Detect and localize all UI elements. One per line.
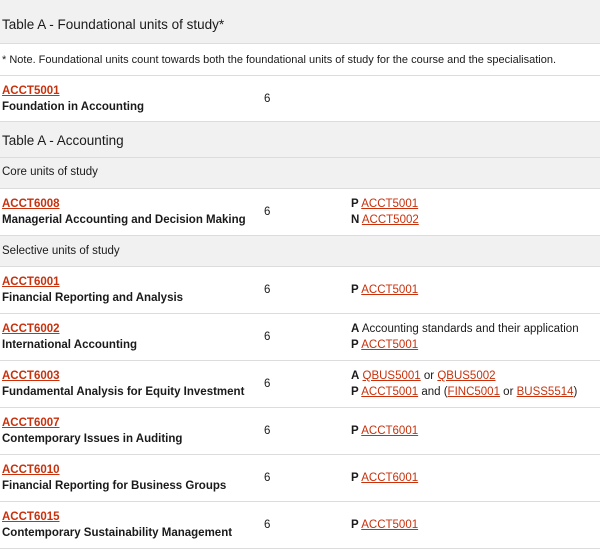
- selective-units-label: Selective units of study: [2, 245, 120, 257]
- unit-name: Contemporary Issues in Auditing: [2, 433, 183, 445]
- unit-credit: 6: [264, 331, 271, 343]
- unit-credit: 6: [264, 378, 271, 390]
- requisite-link[interactable]: ACCT5001: [361, 284, 419, 296]
- unit-credit: 6: [264, 519, 271, 531]
- selective-units-label-row: [0, 236, 600, 267]
- requisite-link[interactable]: ACCT5001: [361, 339, 419, 351]
- requisite-link[interactable]: FINC5001: [447, 386, 500, 398]
- requisite-line: [351, 425, 418, 437]
- requisite-line: [351, 323, 579, 335]
- requisite-connector: or: [423, 370, 435, 382]
- requisite-link[interactable]: ACCT5001: [361, 519, 419, 531]
- core-units-label-row: [0, 158, 600, 189]
- requisite-prefix: P: [351, 519, 359, 531]
- unit-code-link[interactable]: ACCT6010: [2, 464, 60, 476]
- requisite-link[interactable]: QBUS5001: [362, 370, 421, 382]
- requisite-line: [351, 198, 418, 210]
- unit-name: Foundation in Accounting: [2, 101, 145, 113]
- requisite-prefix: A: [351, 323, 360, 335]
- unit-name: Managerial Accounting and Decision Making: [2, 214, 246, 226]
- requisite-line: [351, 472, 418, 484]
- section-heading: Table A - Foundational units of study*: [2, 17, 225, 32]
- table-row: [0, 314, 600, 361]
- requisite-connector: and (: [421, 386, 448, 398]
- table-row: [0, 189, 600, 236]
- requisite-prefix: P: [351, 472, 359, 484]
- table-row: [0, 455, 600, 502]
- core-units-label: Core units of study: [2, 166, 98, 178]
- requisite-link[interactable]: ACCT6001: [361, 472, 419, 484]
- unit-code-link[interactable]: ACCT6002: [2, 323, 60, 335]
- unit-credit: 6: [264, 425, 271, 437]
- table-row: [0, 408, 600, 455]
- unit-name: Financial Reporting and Analysis: [2, 292, 184, 304]
- unit-code-link[interactable]: ACCT6003: [2, 370, 60, 382]
- section-heading: Table A - Accounting: [2, 133, 124, 148]
- unit-code-link[interactable]: ACCT5001: [2, 85, 60, 97]
- foundational-note-row: [0, 44, 600, 76]
- requisite-prefix: N: [351, 214, 360, 226]
- unit-credit: 6: [264, 206, 271, 218]
- requisite-text: Accounting standards and their application: [361, 323, 579, 335]
- requisite-line: [351, 339, 418, 351]
- requisite-prefix: P: [351, 425, 359, 437]
- unit-name: Contemporary Sustainability Management: [2, 527, 233, 539]
- unit-code-link[interactable]: ACCT6001: [2, 276, 60, 288]
- requisite-line: [351, 370, 496, 382]
- unit-name: Fundamental Analysis for Equity Investment: [2, 386, 245, 398]
- unit-code-link[interactable]: ACCT6007: [2, 417, 60, 429]
- requisite-link[interactable]: ACCT6001: [361, 425, 419, 437]
- unit-code-link[interactable]: ACCT6015: [2, 511, 60, 523]
- table-row: [0, 76, 600, 122]
- requisite-connector: or: [503, 386, 514, 398]
- unit-name: International Accounting: [2, 339, 138, 351]
- unit-credit: 6: [264, 472, 271, 484]
- requisite-prefix: P: [351, 386, 359, 398]
- table-row: [0, 267, 600, 314]
- requisite-connector: ): [573, 386, 578, 398]
- requisite-link[interactable]: ACCT5001: [361, 198, 419, 210]
- requisite-link[interactable]: ACCT5002: [361, 214, 419, 226]
- requisite-link[interactable]: QBUS5002: [437, 370, 496, 382]
- table-row: [0, 502, 600, 549]
- table-a-foundational-header: [0, 0, 600, 44]
- unit-code-link[interactable]: ACCT6008: [2, 198, 60, 210]
- requisite-link[interactable]: ACCT5001: [361, 386, 419, 398]
- unit-credit: 6: [264, 93, 271, 105]
- foundational-note: * Note. Foundational units count towards both the foundational units of study for the course and the specialisation.: [2, 54, 557, 66]
- requisite-prefix: P: [351, 339, 359, 351]
- requisite-prefix: P: [351, 198, 359, 210]
- requisite-prefix: A: [351, 370, 360, 382]
- requisite-line: [351, 519, 418, 531]
- requisite-line: [351, 284, 418, 296]
- unit-credit: 6: [264, 284, 271, 296]
- unit-name: Financial Reporting for Business Groups: [2, 480, 227, 492]
- requisite-prefix: P: [351, 284, 359, 296]
- table-a-accounting-header: [0, 122, 600, 158]
- requisite-line: [351, 214, 419, 226]
- table-row: [0, 361, 600, 408]
- requisite-line: [351, 386, 577, 398]
- requisite-link[interactable]: BUSS5514: [516, 386, 574, 398]
